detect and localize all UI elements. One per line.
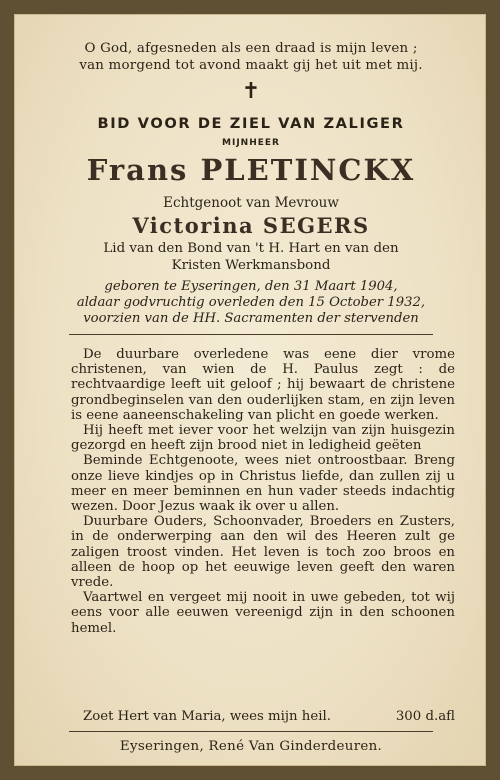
birth-line: geboren te Eyseringen, den 31 Maart 1904, xyxy=(104,279,398,294)
membership-line-2: Kristen Werkmansbond xyxy=(171,258,331,273)
sacraments-line: voorzien van de HH. Sacramenten der stervenden xyxy=(83,311,419,326)
closing-prayer: Zoet Hert van Maria, wees mijn heil. xyxy=(83,709,331,724)
printer-imprint: Eyseringen, René Van Ginderdeuren. xyxy=(119,739,383,754)
deceased-name: Frans PLETINCKX xyxy=(86,153,416,187)
divider-top xyxy=(69,334,433,335)
death-line: aldaar godvruchtig overleden den 15 October 1932, xyxy=(76,295,426,310)
paragraph: Hij heeft met iever voor het welzijn van zijn huisgezin gezorgd en heeft zijn brood niet in ledigheid geëten xyxy=(71,423,455,454)
verse-line-2: van morgend tot avond maakt gij het uit met mij. xyxy=(79,58,423,73)
paragraph: Vaartwel en vergeet mij nooit in uwe gebeden, tot wij eens voor alle eeuwen vereenigd zijn in den schoonen hemel. xyxy=(71,590,455,636)
indulgence-note: 300 d.afl xyxy=(395,709,455,724)
prayer-heading: BID VOOR DE ZIEL VAN ZALIGER xyxy=(97,115,405,132)
membership-line-1: Lid van den Bond van 't H. Hart en van den xyxy=(103,241,399,256)
divider-bottom xyxy=(69,731,433,732)
verse-line-1: O God, afgesneden als een draad is mijn leven ; xyxy=(84,41,418,56)
spouse-label: Echtgenoot van Mevrouw xyxy=(163,195,339,211)
memorial-card xyxy=(14,14,486,766)
paragraph: Duurbare Ouders, Schoonvader, Broeders en Zusters, in de onderwerping aan den wil des Heeren zult ge zaligen troost vinden. Het leven is toch zoo broos en alleen de hoop op het eeuwige leven geeft den waren vrede. xyxy=(71,514,455,591)
paragraph: Beminde Echtgenoote, wees niet ontroostbaar. Breng onze lieve kindjes op in Christus liefde, dan zullen zij u meer en meer beminnen en hun vader steeds indachtig wezen. Door Jezus waak ik over u allen. xyxy=(71,453,455,515)
title-label: MIJNHEER xyxy=(222,138,280,148)
eulogy-text xyxy=(71,347,455,636)
closing-line xyxy=(71,709,455,724)
cross-icon: ✝ xyxy=(241,79,261,104)
paragraph: De duurbare overledene was eene dier vrome christenen, van wien de H. Paulus zegt : de rechtvaardige leeft uit geloof ; hij bewaart de christene grondbeginselen van den ouderlijken stam, en zijn leven is eene aaneenschakeling van plicht en goede werken. xyxy=(71,347,455,423)
spouse-name: Victorina SEGERS xyxy=(132,213,370,238)
